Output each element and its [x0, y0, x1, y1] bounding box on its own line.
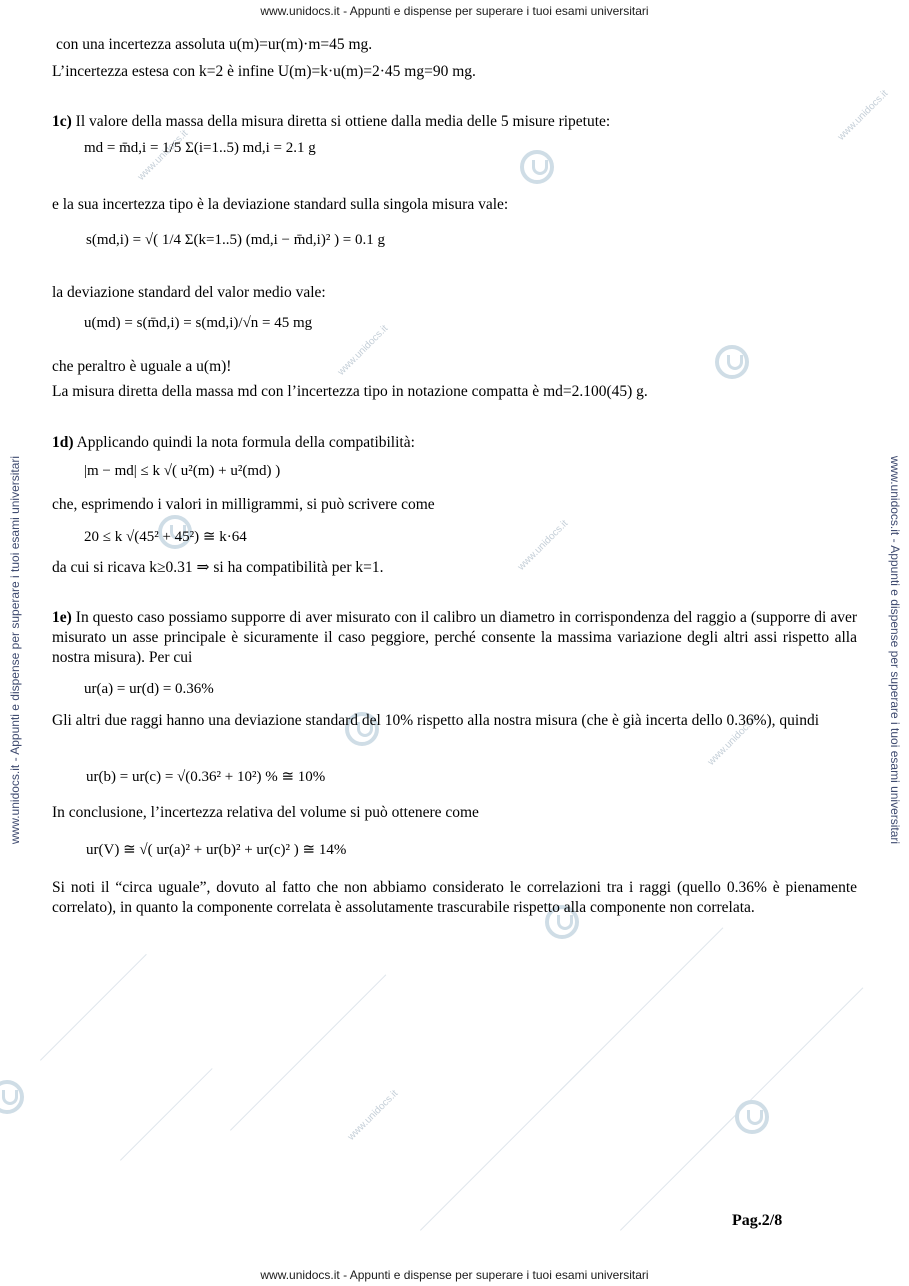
equation-volume: ur(V) ≅ √( ur(a)² + ur(b)² + ur(c)² ) ≅ 14% [86, 842, 347, 858]
watermark-logo-icon [735, 1100, 769, 1134]
watermark-text: www.unidocs.it [345, 1088, 401, 1143]
equation-mean-mass: md = m̄d,i = 1/5 Σ(i=1..5) md,i = 2.1 g [84, 140, 316, 156]
section-1e-paragraph [52, 608, 857, 668]
section-label: 1d) [52, 434, 74, 451]
watermark-logo-icon [715, 345, 749, 379]
watermark-text: www.unidocs.it [705, 713, 761, 768]
paragraph-text: In questo caso possiamo supporre di aver misurato con il calibro un diametro in corrispondenza del raggio a (supporre di aver misurato un asse principale è sicuramente il caso peggiore, perché consente la massima variazione degli altri assi rispetto alla nostra misura). Per cui [52, 609, 857, 666]
uncertainty-extended-line: L’incertezza estesa con k=2 è infine U(m)=k·u(m)=2·45 mg=90 mg. [52, 63, 476, 80]
header-banner[interactable]: www.unidocs.it - Appunti e dispense per superare i tuoi esami universitari [260, 4, 649, 18]
section-1d-intro [52, 433, 415, 453]
watermark-text: www.unidocs.it [135, 128, 191, 183]
footer-banner[interactable]: www.unidocs.it - Appunti e dispense per superare i tuoi esami universitari [260, 1268, 649, 1282]
right-side-banner: www.unidocs.it - Appunti e dispense per superare i tuoi esami universitari [888, 455, 902, 845]
watermark-text: www.unidocs.it [835, 88, 891, 143]
section-label: 1e) [52, 609, 72, 626]
paragraph-other-radii: Gli altri due raggi hanno una deviazione standard del 10% rispetto alla nostra misura (che è già incerta dello 0.36%), quindi [52, 712, 820, 729]
left-side-banner: www.unidocs.it - Appunti e dispense per superare i tuoi esami universitari [8, 455, 22, 845]
page-number: Pag.2/8 [732, 1212, 783, 1229]
text-equal-um: che peraltro è uguale a u(m)! [52, 358, 232, 375]
equation-radius-a: ur(a) = ur(d) = 0.36% [84, 681, 214, 697]
equation-milligrams: 20 ≤ k √(45² + 45²) ≅ k·64 [84, 529, 247, 545]
paragraph-correlation-note: Si noti il “circa uguale”, dovuto al fatto che non abbiamo considerato le correlazioni tra i raggi (quello 0.36% è pienamente correlato), in quanto la componente correlata è assolutamente trascurabile rispetto alla componente non correlata. [52, 879, 857, 916]
uncertainty-absolute-line: con una incertezza assoluta u(m)=ur(m)·m=45 mg. [56, 36, 373, 53]
watermark-logo-icon [520, 150, 554, 184]
text-compact-notation: La misura diretta della massa md con l’incertezza tipo in notazione compatta è md=2.100(45) g. [52, 383, 648, 400]
equation-compatibility: |m − md| ≤ k √( u²(m) + u²(md) ) [84, 463, 281, 479]
intro-text: Il valore della massa della misura diretta si ottiene dalla media delle 5 misure ripetute: [75, 113, 611, 130]
watermark-text: www.unidocs.it [335, 323, 391, 378]
watermark-text: www.unidocs.it [515, 518, 571, 573]
paragraph-volume-intro: In conclusione, l’incertezza relativa del volume si può ottenere come [52, 804, 479, 821]
intro-text: Applicando quindi la nota formula della compatibilità: [76, 434, 415, 451]
equation-std-mean: u(md) = s(m̄d,i) = s(md,i)/√n = 45 mg [84, 315, 313, 331]
watermark-logo-icon [0, 1080, 24, 1114]
text-compatibility-conclusion: da cui si ricava k≥0.31 ⇒ si ha compatibilità per k=1. [52, 559, 384, 576]
section-label: 1c) [52, 113, 72, 130]
text-milligrams: che, esprimendo i valori in milligrammi, si può scrivere come [52, 496, 435, 513]
text-std-intro: e la sua incertezza tipo è la deviazione standard sulla singola misura vale: [52, 196, 509, 213]
equation-std-single: s(md,i) = √( 1/4 Σ(k=1..5) (md,i − m̄d,i)² ) = 0.1 g [86, 232, 386, 248]
equation-radius-bc: ur(b) = ur(c) = √(0.36² + 10²) % ≅ 10% [86, 769, 326, 785]
text-mean-std: la deviazione standard del valor medio vale: [52, 284, 326, 301]
section-1c-intro [52, 112, 610, 132]
